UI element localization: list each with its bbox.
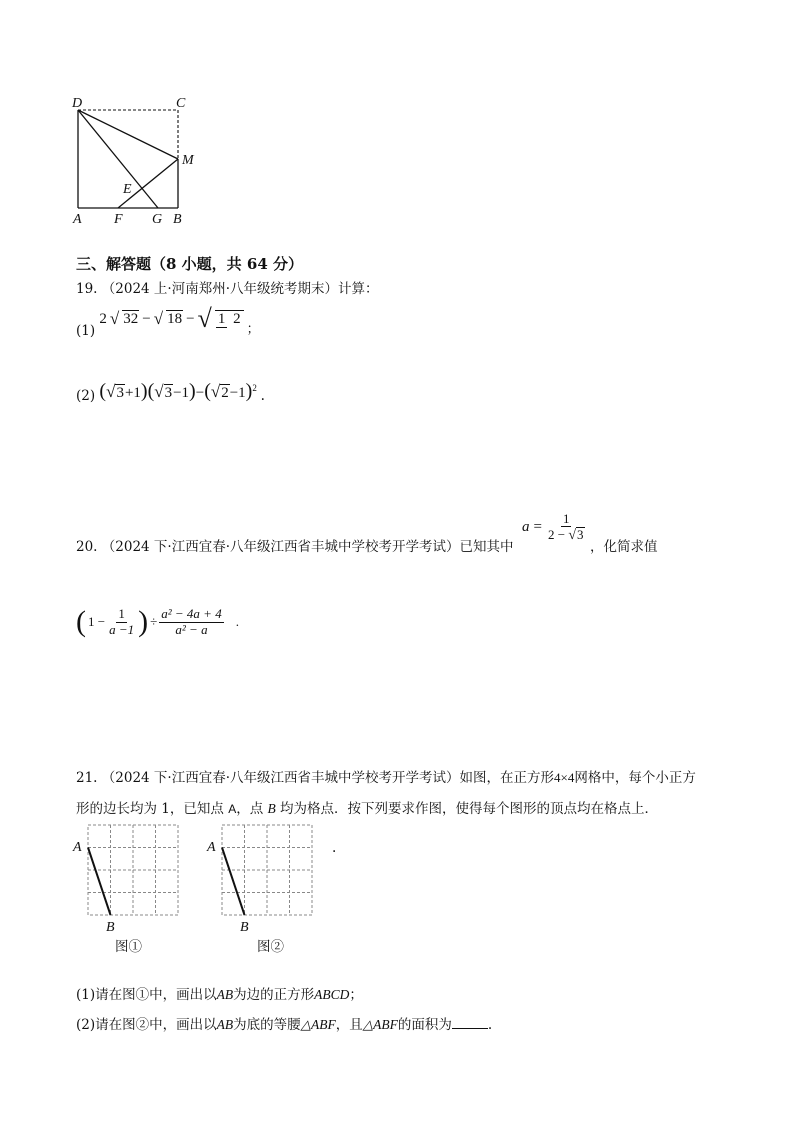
q21-line2 (76, 797, 658, 817)
q19-part2 (76, 380, 265, 406)
label-a: A (73, 840, 82, 855)
rad-2: 2 (221, 385, 229, 401)
a-fraction (546, 512, 587, 544)
q21-line2-a: 形的边长均为 1，已知点 (76, 801, 224, 817)
grid-figure-1 (68, 820, 188, 935)
sqrt-icon: √ (210, 382, 221, 401)
label-m: M (182, 153, 194, 168)
q21-line2-b: ，点 (236, 801, 264, 817)
q21-p2-mid: 为底的等腰 (233, 1017, 301, 1033)
q21-part2 (76, 1013, 492, 1033)
label-e: E (123, 182, 132, 197)
equals-sign: = (533, 519, 542, 536)
q19-part2-expression: $(√3+1)(√3-1)-(√2-1)^2$ (99, 380, 257, 402)
q19-part1-label: (1) (76, 322, 96, 339)
q21-p1-end: ； (349, 987, 363, 1003)
frac-den: 2 − √3 (547, 527, 584, 544)
label-d: D (72, 96, 83, 111)
q19-part1-end: ； (246, 320, 260, 336)
q21-p2-end-a: 的面积为 (397, 1017, 452, 1033)
q19-coef: 2 (99, 310, 107, 327)
square-abcd: ABCD (314, 987, 350, 1002)
section-heading: 三、解答题（8 小题，共 64 分） (76, 255, 303, 273)
q21-line1-end: 网格中，每个小正方 (574, 770, 696, 786)
q21-line2-c: 均为格点．按下列要求作图，使得每个图形的顶点均在格点上． (280, 801, 659, 817)
sqrt-icon: √ (154, 382, 164, 401)
sqrt-icon: √ (568, 528, 576, 544)
fig1-caption: 图① (115, 939, 142, 955)
q21-p2-mid2: ，且 (335, 1017, 363, 1033)
var-a: a (522, 519, 530, 536)
frac-den: 2 (233, 311, 241, 328)
label-f: F (114, 212, 123, 227)
label-g: G (152, 212, 163, 227)
label-b: B (173, 212, 182, 227)
q20-source: （2024 下·江西宜春·八年级江西省丰城中学校考开学考试）已知其中 (101, 539, 514, 555)
square-abcd-figure (70, 92, 210, 227)
stray-dot: . (332, 840, 337, 856)
seg-ab: AB (216, 1017, 234, 1032)
expr-right-fraction (159, 607, 223, 637)
sqrt-icon: √ (153, 309, 164, 328)
q19-part1 (76, 302, 260, 339)
q20-end: . (235, 614, 239, 629)
triangle-abf: △ABF (362, 1017, 398, 1032)
q20-a-definition (522, 512, 587, 544)
q21-part1 (76, 983, 363, 1003)
label-c: C (176, 96, 186, 111)
q20-after: ，化简求值 (590, 539, 658, 555)
label-a: A (207, 840, 216, 855)
q21-source: （2024 下·江西宜春·八年级江西省丰城中学校考开学考试）如图，在正方形 (101, 770, 555, 786)
minus-sign: − (142, 310, 151, 327)
label-b: B (106, 920, 115, 935)
sqrt-icon: √ (106, 382, 116, 401)
segment-dm (78, 110, 178, 159)
frac-den: a −1 (109, 621, 135, 637)
sqrt-icon: √ (197, 304, 212, 333)
label-a: A (73, 212, 82, 227)
rad-3: 3 (116, 385, 124, 401)
q19-number: 19. (76, 281, 98, 297)
grid-figure-2 (202, 820, 322, 935)
sqrt-icon: √ (109, 309, 120, 328)
q19-part2-end: . (260, 388, 265, 404)
frac-num: 1 (562, 511, 570, 526)
expr-one: 1 − (88, 614, 106, 629)
q21-p2-end-b: . (487, 1017, 493, 1033)
q19-header (76, 277, 379, 297)
frac-num: 1 (217, 311, 226, 328)
point-b-label: B (267, 801, 276, 816)
seg-ab: AB (216, 987, 234, 1002)
point-a-label: A (228, 802, 237, 816)
q21-line1 (76, 766, 696, 786)
frac-den: a² − a (175, 621, 208, 637)
fig2-caption: 图② (257, 939, 284, 955)
q21-p2-label: (2)请在图②中，画出以 (76, 1017, 217, 1033)
q19-rad-18: 18 (167, 311, 183, 328)
segment-ab (88, 848, 111, 916)
q21-grid-size: 4×4 (554, 770, 575, 785)
q19-frac-half (215, 310, 244, 328)
segment-dg (78, 110, 158, 208)
grid-lines (88, 825, 178, 915)
q19-part1-expression (99, 304, 259, 334)
expr-left-fraction (107, 607, 136, 637)
q21-p1-label: (1)请在图①中，画出以 (76, 987, 217, 1003)
minus-sign: − (186, 310, 195, 327)
answer-blank[interactable] (452, 1016, 488, 1029)
q20-expression: ( 1 − $\frac{1}{a -1}$ ) ÷ $\frac{\text{a² − 4a + 4}}{\text{a² − a}}$ . (76, 605, 239, 638)
q21-number: 21. (76, 770, 98, 786)
frac-num: 1 (118, 606, 125, 622)
q19-source: （2024 上·河南郑州·八年级统考期末）计算： (101, 281, 379, 297)
q20-header (76, 535, 514, 555)
segment-ab (222, 848, 245, 916)
q21-p1-mid: 为边的正方形 (233, 987, 315, 1003)
triangle-abf: △ABF (300, 1017, 336, 1032)
frac-num: a² − 4a + 4 (161, 606, 222, 622)
divide-sign: ÷ (150, 614, 158, 629)
q20-number: 20. (76, 539, 98, 555)
q19-rad-32: 32 (123, 311, 139, 328)
grid-lines (222, 825, 312, 915)
label-b: B (240, 920, 249, 935)
rad-3: 3 (164, 385, 173, 401)
q19-part2-label: (2) (76, 388, 96, 404)
